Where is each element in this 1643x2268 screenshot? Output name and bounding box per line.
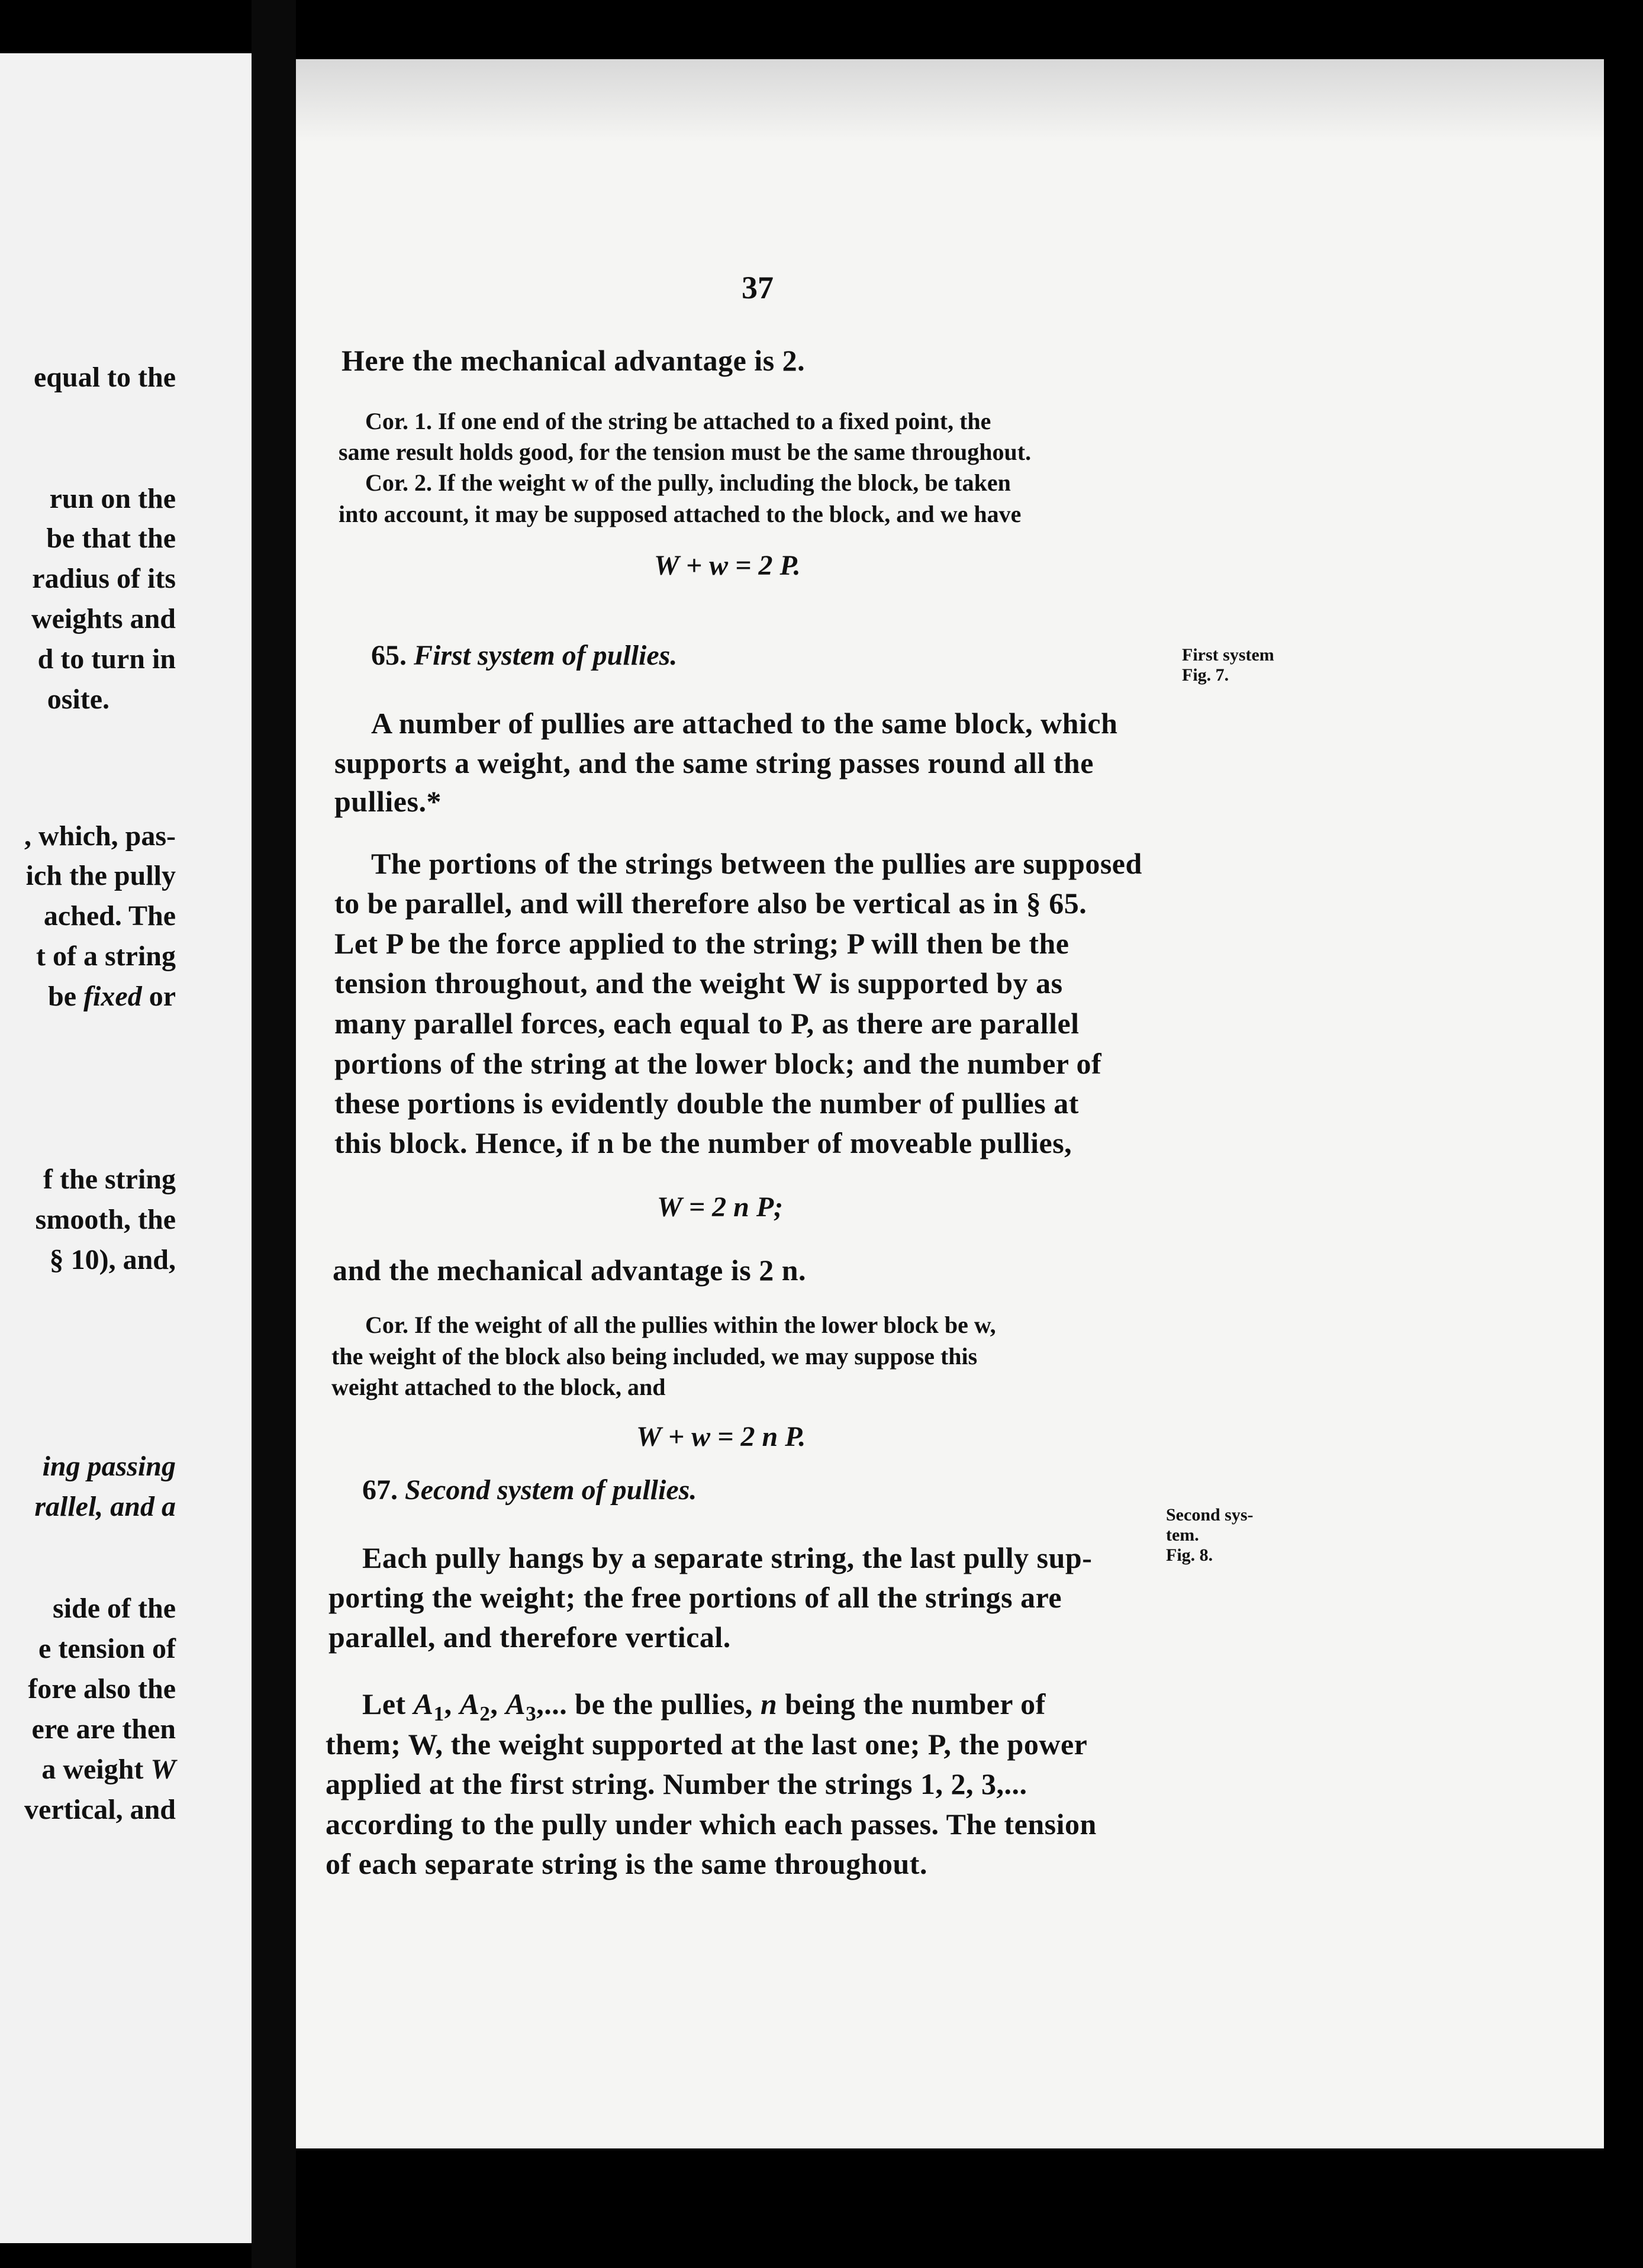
cor1-line: same result holds good, for the tension must be the same throughout. bbox=[339, 439, 1032, 465]
paragraph-line: of each separate string is the same throughout. bbox=[326, 1847, 927, 1880]
left-line: side of the bbox=[53, 1593, 176, 1624]
equation: W = 2 n P; bbox=[657, 1191, 784, 1223]
paragraph-line: The portions of the strings between the pullies are supposed bbox=[371, 847, 1142, 880]
left-line: osite. bbox=[47, 684, 109, 715]
text-run: ,... be the pullies, bbox=[536, 1687, 761, 1721]
subscript: 3 bbox=[526, 1702, 537, 1725]
paragraph-line: many parallel forces, each equal to P, as there are parallel bbox=[334, 1007, 1080, 1040]
left-word-italic: fixed bbox=[83, 981, 142, 1012]
paragraph-line: them; W, the weight supported at the last one; P, the power bbox=[326, 1728, 1088, 1761]
left-word: a weight bbox=[41, 1754, 151, 1785]
pulley-symbol: A bbox=[459, 1687, 480, 1721]
section-title: First system of pullies. bbox=[414, 640, 678, 671]
paragraph-line: Let $A_1$, $A_2$, $A_3$,... be the pullies, n being the number of bbox=[362, 1687, 1046, 1725]
page-number: 37 bbox=[742, 270, 774, 305]
left-line: smooth, the bbox=[35, 1204, 176, 1235]
paragraph-line: and the mechanical advantage is 2 n. bbox=[333, 1254, 807, 1287]
left-page bbox=[0, 53, 254, 2243]
paragraph-line: pullies.* bbox=[334, 785, 442, 818]
section-number: 65. bbox=[371, 640, 407, 671]
n-symbol: n bbox=[760, 1687, 778, 1721]
left-line: ing passing bbox=[42, 1451, 176, 1482]
margin-note: Second sys- tem. Fig. 8. bbox=[1166, 1505, 1254, 1565]
left-line: weights and bbox=[31, 603, 176, 634]
paragraph-line: this block. Hence, if n be the number of moveable pullies, bbox=[334, 1126, 1072, 1159]
section-number: 67. bbox=[362, 1474, 398, 1506]
left-line: fore also the bbox=[28, 1673, 176, 1705]
cor2-line: Cor. 2. If the weight w of the pully, including the block, be taken bbox=[365, 469, 1011, 496]
cor1-line: Cor. 1. If one end of the string be attached to a fixed point, the bbox=[365, 408, 991, 434]
equation: W + w = 2 n P. bbox=[636, 1421, 806, 1452]
left-line: ich the pully bbox=[25, 860, 176, 891]
cor3-line: weight attached to the block, and bbox=[331, 1374, 666, 1400]
paragraph-line: to be parallel, and will therefore also be vertical as in § 65. bbox=[334, 887, 1087, 920]
left-line: ere are then bbox=[31, 1713, 176, 1745]
pulley-symbol: A bbox=[413, 1687, 434, 1721]
left-word: be bbox=[48, 981, 84, 1012]
paragraph-line: parallel, and therefore vertical. bbox=[328, 1621, 731, 1654]
left-line: d to turn in bbox=[37, 643, 176, 675]
right-page bbox=[296, 59, 1604, 2148]
subscript: 2 bbox=[479, 1702, 491, 1725]
left-line: equal to the bbox=[34, 362, 176, 393]
paragraph-line: according to the pully under which each passes. The tension bbox=[326, 1808, 1097, 1841]
left-line bbox=[48, 980, 176, 1013]
left-word-italic: W bbox=[150, 1754, 176, 1785]
left-line bbox=[41, 1753, 176, 1786]
paragraph-line: Each pully hangs by a separate string, the last pully sup- bbox=[362, 1541, 1093, 1574]
book-spine bbox=[252, 0, 296, 2268]
margin-note: First system Fig. 7. bbox=[1182, 645, 1274, 685]
left-line: be that the bbox=[46, 523, 176, 554]
left-line: rallel, and a bbox=[34, 1491, 176, 1522]
paragraph-line: these portions is evidently double the number of pullies at bbox=[334, 1087, 1079, 1120]
cor2-line: into account, it may be supposed attached to the block, and we have bbox=[339, 501, 1022, 527]
left-line: § 10), and, bbox=[49, 1244, 176, 1275]
paragraph-line: Let P be the force applied to the string; P will then be the bbox=[334, 927, 1069, 960]
text-run: being the number of bbox=[777, 1687, 1046, 1721]
equation: W + w = 2 P. bbox=[654, 550, 801, 581]
intro-line: Here the mechanical advantage is 2. bbox=[342, 344, 806, 377]
paragraph-line: applied at the first string. Number the strings 1, 2, 3,... bbox=[326, 1767, 1027, 1800]
section-heading bbox=[362, 1474, 697, 1506]
paragraph-line: tension throughout, and the weight W is supported by as bbox=[334, 967, 1063, 1000]
pulley-symbol: A bbox=[505, 1687, 526, 1721]
left-line: t of a string bbox=[36, 940, 176, 972]
left-word: or bbox=[141, 981, 176, 1012]
paragraph-line: A number of pullies are attached to the same block, which bbox=[371, 707, 1118, 740]
paragraph-line: porting the weight; the free portions of all the strings are bbox=[328, 1581, 1062, 1614]
left-line: , which, pas- bbox=[24, 820, 176, 852]
section-title: Second system of pullies. bbox=[405, 1474, 697, 1506]
cor3-line: the weight of the block also being included, we may suppose this bbox=[331, 1343, 978, 1370]
left-line: e tension of bbox=[38, 1633, 176, 1664]
paragraph-line: portions of the string at the lower block; and the number of bbox=[334, 1047, 1102, 1080]
left-line: radius of its bbox=[32, 563, 176, 594]
left-line: f the string bbox=[43, 1164, 176, 1195]
paragraph-line: supports a weight, and the same string passes round all the bbox=[334, 746, 1094, 779]
left-line: vertical, and bbox=[24, 1794, 176, 1825]
text-run: Let bbox=[362, 1687, 414, 1721]
cor3-line: Cor. If the weight of all the pullies within the lower block be w, bbox=[365, 1312, 996, 1338]
subscript: 1 bbox=[433, 1702, 444, 1725]
left-line: ached. The bbox=[43, 900, 176, 932]
section-heading bbox=[371, 639, 677, 672]
left-line: run on the bbox=[49, 483, 176, 514]
